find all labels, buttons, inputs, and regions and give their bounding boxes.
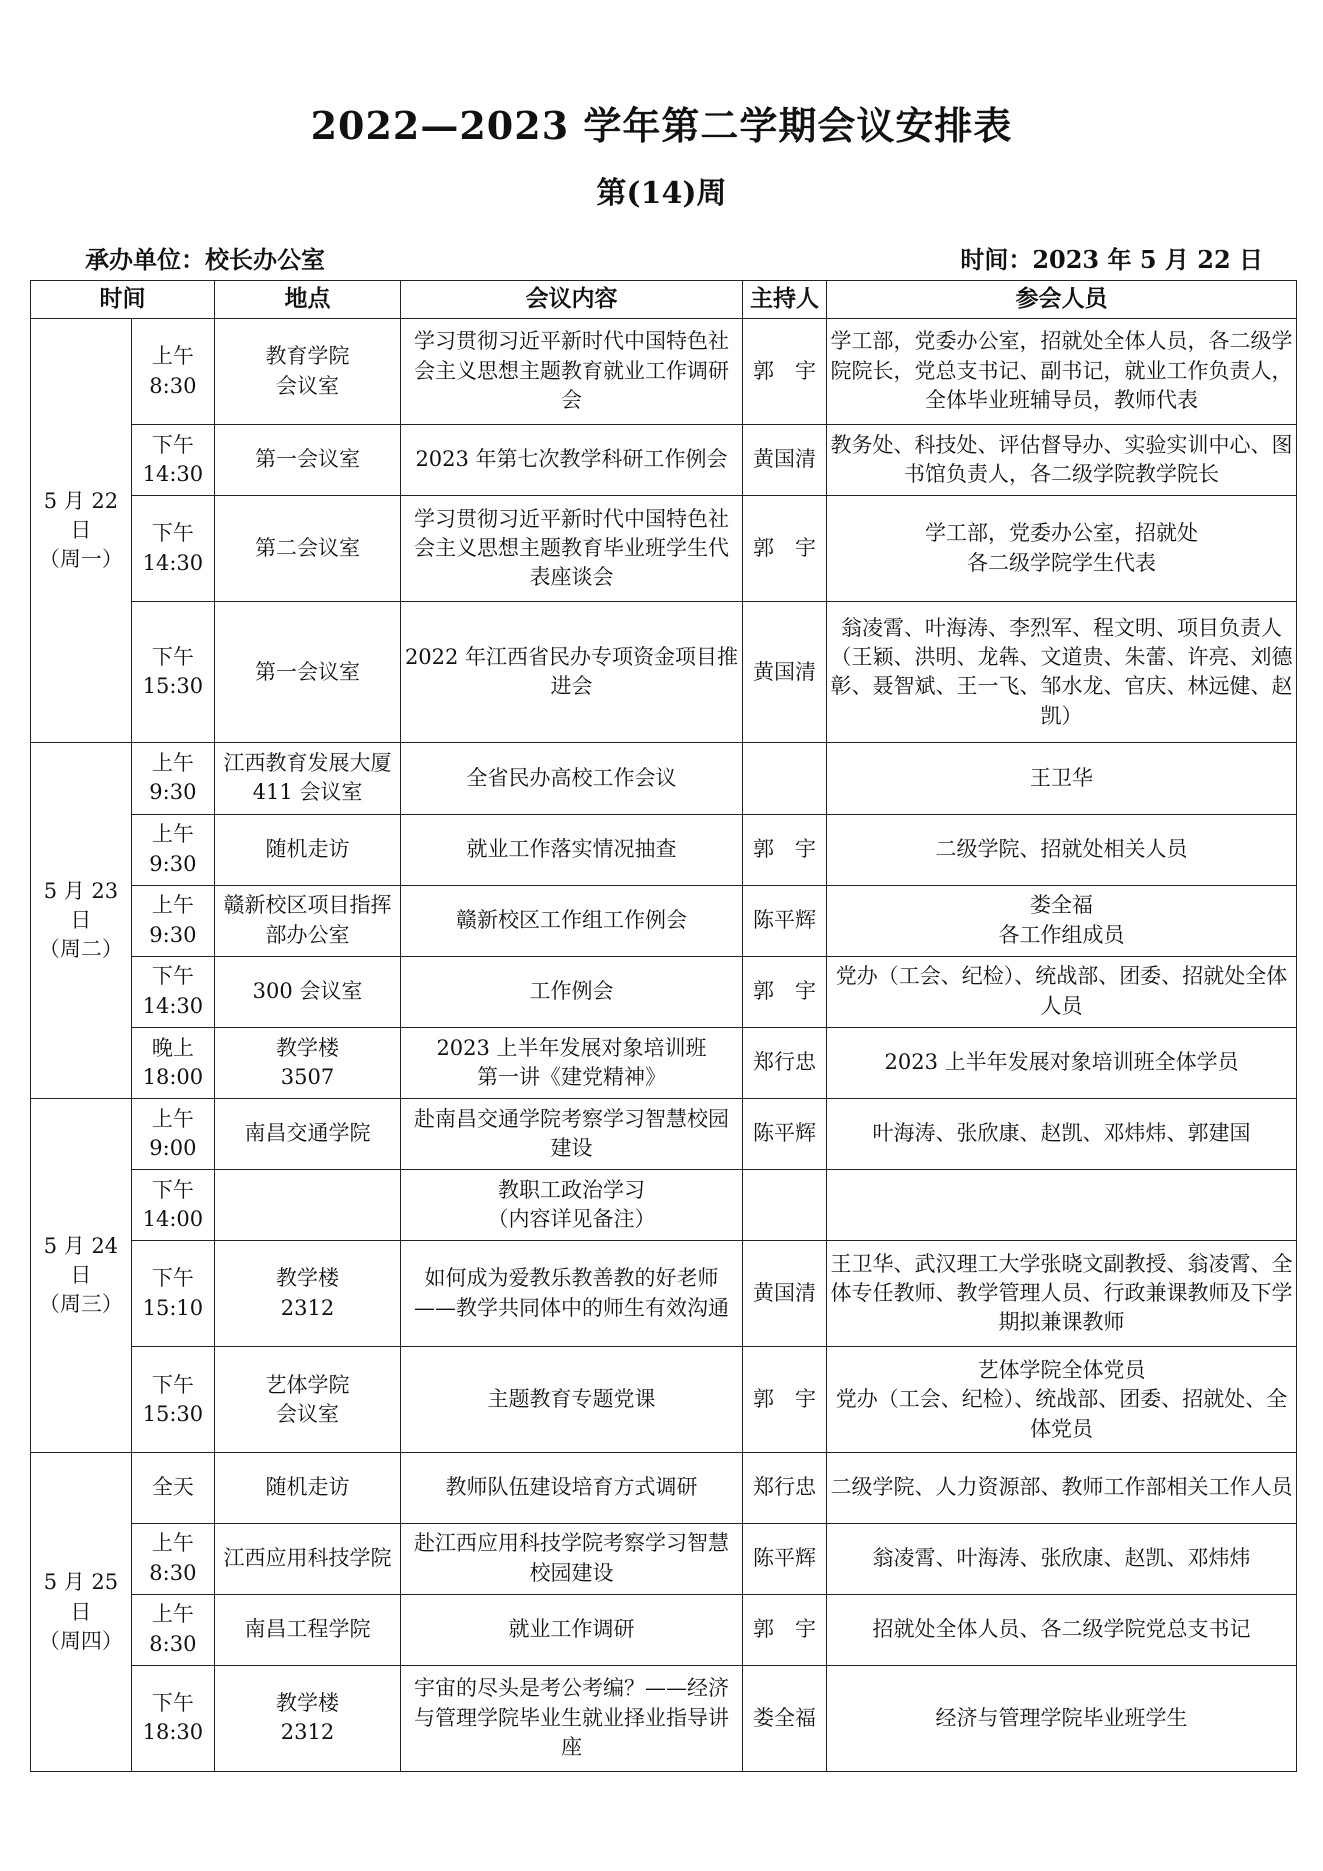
day-cell <box>31 1453 132 1772</box>
day-date: 5 月 22 日 <box>43 488 119 542</box>
table-row <box>31 1523 1297 1594</box>
host-cell: 郭 宇 <box>742 496 826 602</box>
content-cell: 2022 年江西省民办专项资金项目推进会 <box>401 602 743 743</box>
table-row <box>31 1453 1297 1523</box>
table-row <box>31 1347 1297 1453</box>
table-row <box>31 1665 1297 1771</box>
table-row <box>31 496 1297 602</box>
content-cell: 赣新校区工作组工作例会 <box>401 885 743 956</box>
table-row <box>31 319 1297 425</box>
content-cell: 赴江西应用科技学院考察学习智慧校园建设 <box>401 1523 743 1594</box>
attendees-cell: 二级学院、招就处相关人员 <box>827 814 1297 885</box>
host-cell: 郑行忠 <box>742 1027 826 1098</box>
attendees-cell: 经济与管理学院毕业班学生 <box>827 1665 1297 1771</box>
host-cell: 郭 宇 <box>742 814 826 885</box>
host-cell: 黄国清 <box>742 1241 826 1347</box>
content-cell: 学习贯彻习近平新时代中国特色社会主义思想主题教育就业工作调研会 <box>401 319 743 425</box>
time-cell: 上午 9:30 <box>131 885 214 956</box>
content-cell: 工作例会 <box>401 956 743 1027</box>
host-cell: 郭 宇 <box>742 319 826 425</box>
time-cell: 下午 15:30 <box>131 602 214 743</box>
time-cell: 晚上 18:00 <box>131 1027 214 1098</box>
attendees-cell: 翁凌霄、叶海涛、张欣康、赵凯、邓炜炜 <box>827 1523 1297 1594</box>
time-cell: 下午 14:00 <box>131 1170 214 1241</box>
day-weekday: （周二） <box>38 937 123 962</box>
header-location: 地点 <box>214 281 400 319</box>
attendees-cell: 王卫华、武汉理工大学张晓文副教授、翁凌霄、全体专任教师、教学管理人员、行政兼课教师及下学期拟兼课教师 <box>827 1241 1297 1347</box>
location-cell: 随机走访 <box>214 1453 400 1523</box>
table-row <box>31 425 1297 496</box>
week-label: 第(14)周 <box>596 176 727 211</box>
table-row <box>31 743 1297 814</box>
location-cell: 江西教育发展大厦 411 会议室 <box>214 743 400 814</box>
content-cell: 教师队伍建设培育方式调研 <box>401 1453 743 1523</box>
content-cell: 就业工作调研 <box>401 1594 743 1665</box>
table-row <box>31 814 1297 885</box>
table-row <box>31 602 1297 743</box>
table-row <box>31 1099 1297 1170</box>
time-cell: 上午 9:30 <box>131 814 214 885</box>
table-row <box>31 1027 1297 1098</box>
attendees-cell: 艺体学院全体党员 党办（工会、纪检）、统战部、团委、招就处、全体党员 <box>827 1347 1297 1453</box>
time-cell: 上午 9:00 <box>131 1099 214 1170</box>
day-cell <box>31 319 132 743</box>
host-cell: 黄国清 <box>742 425 826 496</box>
time-cell: 下午 18:30 <box>131 1665 214 1771</box>
location-cell: 艺体学院 会议室 <box>214 1347 400 1453</box>
host-cell: 陈平辉 <box>742 885 826 956</box>
table-row <box>31 1170 1297 1241</box>
content-cell: 全省民办高校工作会议 <box>401 743 743 814</box>
location-cell: 随机走访 <box>214 814 400 885</box>
date-label: 时间：2023 年 5 月 22 日 <box>960 245 1263 274</box>
header-time: 时间 <box>31 281 215 319</box>
time-cell: 全天 <box>131 1453 214 1523</box>
attendees-cell: 学工部，党委办公室，招就处全体人员，各二级学院院长，党总支书记、副书记，就业工作负责人，全体毕业班辅导员，教师代表 <box>827 319 1297 425</box>
attendees-cell: 招就处全体人员、各二级学院党总支书记 <box>827 1594 1297 1665</box>
host-cell: 郭 宇 <box>742 1594 826 1665</box>
content-cell: 主题教育专题党课 <box>401 1347 743 1453</box>
location-cell: 赣新校区项目指挥部办公室 <box>214 885 400 956</box>
location-cell: 南昌工程学院 <box>214 1594 400 1665</box>
content-cell: 宇宙的尽头是考公考编？——经济与管理学院毕业生就业择业指导讲座 <box>401 1665 743 1771</box>
host-cell: 郭 宇 <box>742 1347 826 1453</box>
organizer-label: 承办单位：校长办公室 <box>85 245 325 274</box>
host-cell: 陈平辉 <box>742 1099 826 1170</box>
host-cell: 黄国清 <box>742 602 826 743</box>
day-weekday: （周四） <box>38 1628 123 1653</box>
page-title: 2022—2023 学年第二学期会议安排表 <box>310 103 1013 148</box>
host-cell: 陈平辉 <box>742 1523 826 1594</box>
location-cell <box>214 1170 400 1241</box>
attendees-cell: 王卫华 <box>827 743 1297 814</box>
location-cell: 教学楼 3507 <box>214 1027 400 1098</box>
location-cell: 江西应用科技学院 <box>214 1523 400 1594</box>
day-cell <box>31 1099 132 1453</box>
location-cell: 第一会议室 <box>214 602 400 743</box>
attendees-cell: 娄全福 各工作组成员 <box>827 885 1297 956</box>
day-weekday: （周一） <box>38 547 123 572</box>
table-row <box>31 956 1297 1027</box>
attendees-cell: 二级学院、人力资源部、教师工作部相关工作人员 <box>827 1453 1297 1523</box>
time-cell: 上午 8:30 <box>131 319 214 425</box>
attendees-cell <box>827 1170 1297 1241</box>
host-cell: 郑行忠 <box>742 1453 826 1523</box>
location-cell: 教学楼 2312 <box>214 1241 400 1347</box>
time-cell: 下午 15:30 <box>131 1347 214 1453</box>
content-cell: 2023 年第七次教学科研工作例会 <box>401 425 743 496</box>
host-cell <box>742 1170 826 1241</box>
day-weekday: （周三） <box>38 1292 123 1317</box>
location-cell: 教学楼 2312 <box>214 1665 400 1771</box>
attendees-cell: 党办（工会、纪检）、统战部、团委、招就处全体人员 <box>827 956 1297 1027</box>
location-cell: 300 会议室 <box>214 956 400 1027</box>
table-row <box>31 1241 1297 1347</box>
header-content: 会议内容 <box>401 281 743 319</box>
attendees-cell: 叶海涛、张欣康、赵凯、邓炜炜、郭建国 <box>827 1099 1297 1170</box>
header-attendees: 参会人员 <box>827 281 1297 319</box>
attendees-cell: 教务处、科技处、评估督导办、实验实训中心、图书馆负责人，各二级学院教学院长 <box>827 425 1297 496</box>
attendees-cell: 翁凌霄、叶海涛、李烈军、程文明、项目负责人（王颖、洪明、龙犇、文道贵、朱蕾、许亮、刘德彰、聂智斌、王一飞、邹水龙、官庆、林远健、赵凯） <box>827 602 1297 743</box>
content-cell: 教职工政治学习 （内容详见备注） <box>401 1170 743 1241</box>
table-row <box>31 885 1297 956</box>
content-cell: 2023 上半年发展对象培训班 第一讲《建党精神》 <box>401 1027 743 1098</box>
content-cell: 赴南昌交通学院考察学习智慧校园建设 <box>401 1099 743 1170</box>
time-cell: 上午 8:30 <box>131 1523 214 1594</box>
attendees-cell: 2023 上半年发展对象培训班全体学员 <box>827 1027 1297 1098</box>
location-cell: 南昌交通学院 <box>214 1099 400 1170</box>
time-cell: 下午 14:30 <box>131 425 214 496</box>
location-cell: 教育学院 会议室 <box>214 319 400 425</box>
attendees-cell: 学工部，党委办公室，招就处 各二级学院学生代表 <box>827 496 1297 602</box>
time-cell: 下午 15:10 <box>131 1241 214 1347</box>
header-row <box>31 281 1297 319</box>
content-cell: 学习贯彻习近平新时代中国特色社会主义思想主题教育毕业班学生代表座谈会 <box>401 496 743 602</box>
day-cell <box>31 743 132 1099</box>
host-cell: 娄全福 <box>742 1665 826 1771</box>
day-date: 5 月 25 日 <box>43 1570 119 1624</box>
location-cell: 第二会议室 <box>214 496 400 602</box>
time-cell: 下午 14:30 <box>131 496 214 602</box>
day-date: 5 月 24 日 <box>43 1233 119 1288</box>
header-host: 主持人 <box>742 281 826 319</box>
table-row <box>31 1594 1297 1665</box>
time-cell: 下午 14:30 <box>131 956 214 1027</box>
host-cell: 郭 宇 <box>742 956 826 1027</box>
content-cell: 就业工作落实情况抽查 <box>401 814 743 885</box>
schedule-table <box>30 280 1297 1772</box>
host-cell <box>742 743 826 814</box>
day-date: 5 月 23 日 <box>43 878 119 932</box>
content-cell: 如何成为爱教乐教善教的好老师——教学共同体中的师生有效沟通 <box>401 1241 743 1347</box>
location-cell: 第一会议室 <box>214 425 400 496</box>
time-cell: 上午 8:30 <box>131 1594 214 1665</box>
time-cell: 上午 9:30 <box>131 743 214 814</box>
